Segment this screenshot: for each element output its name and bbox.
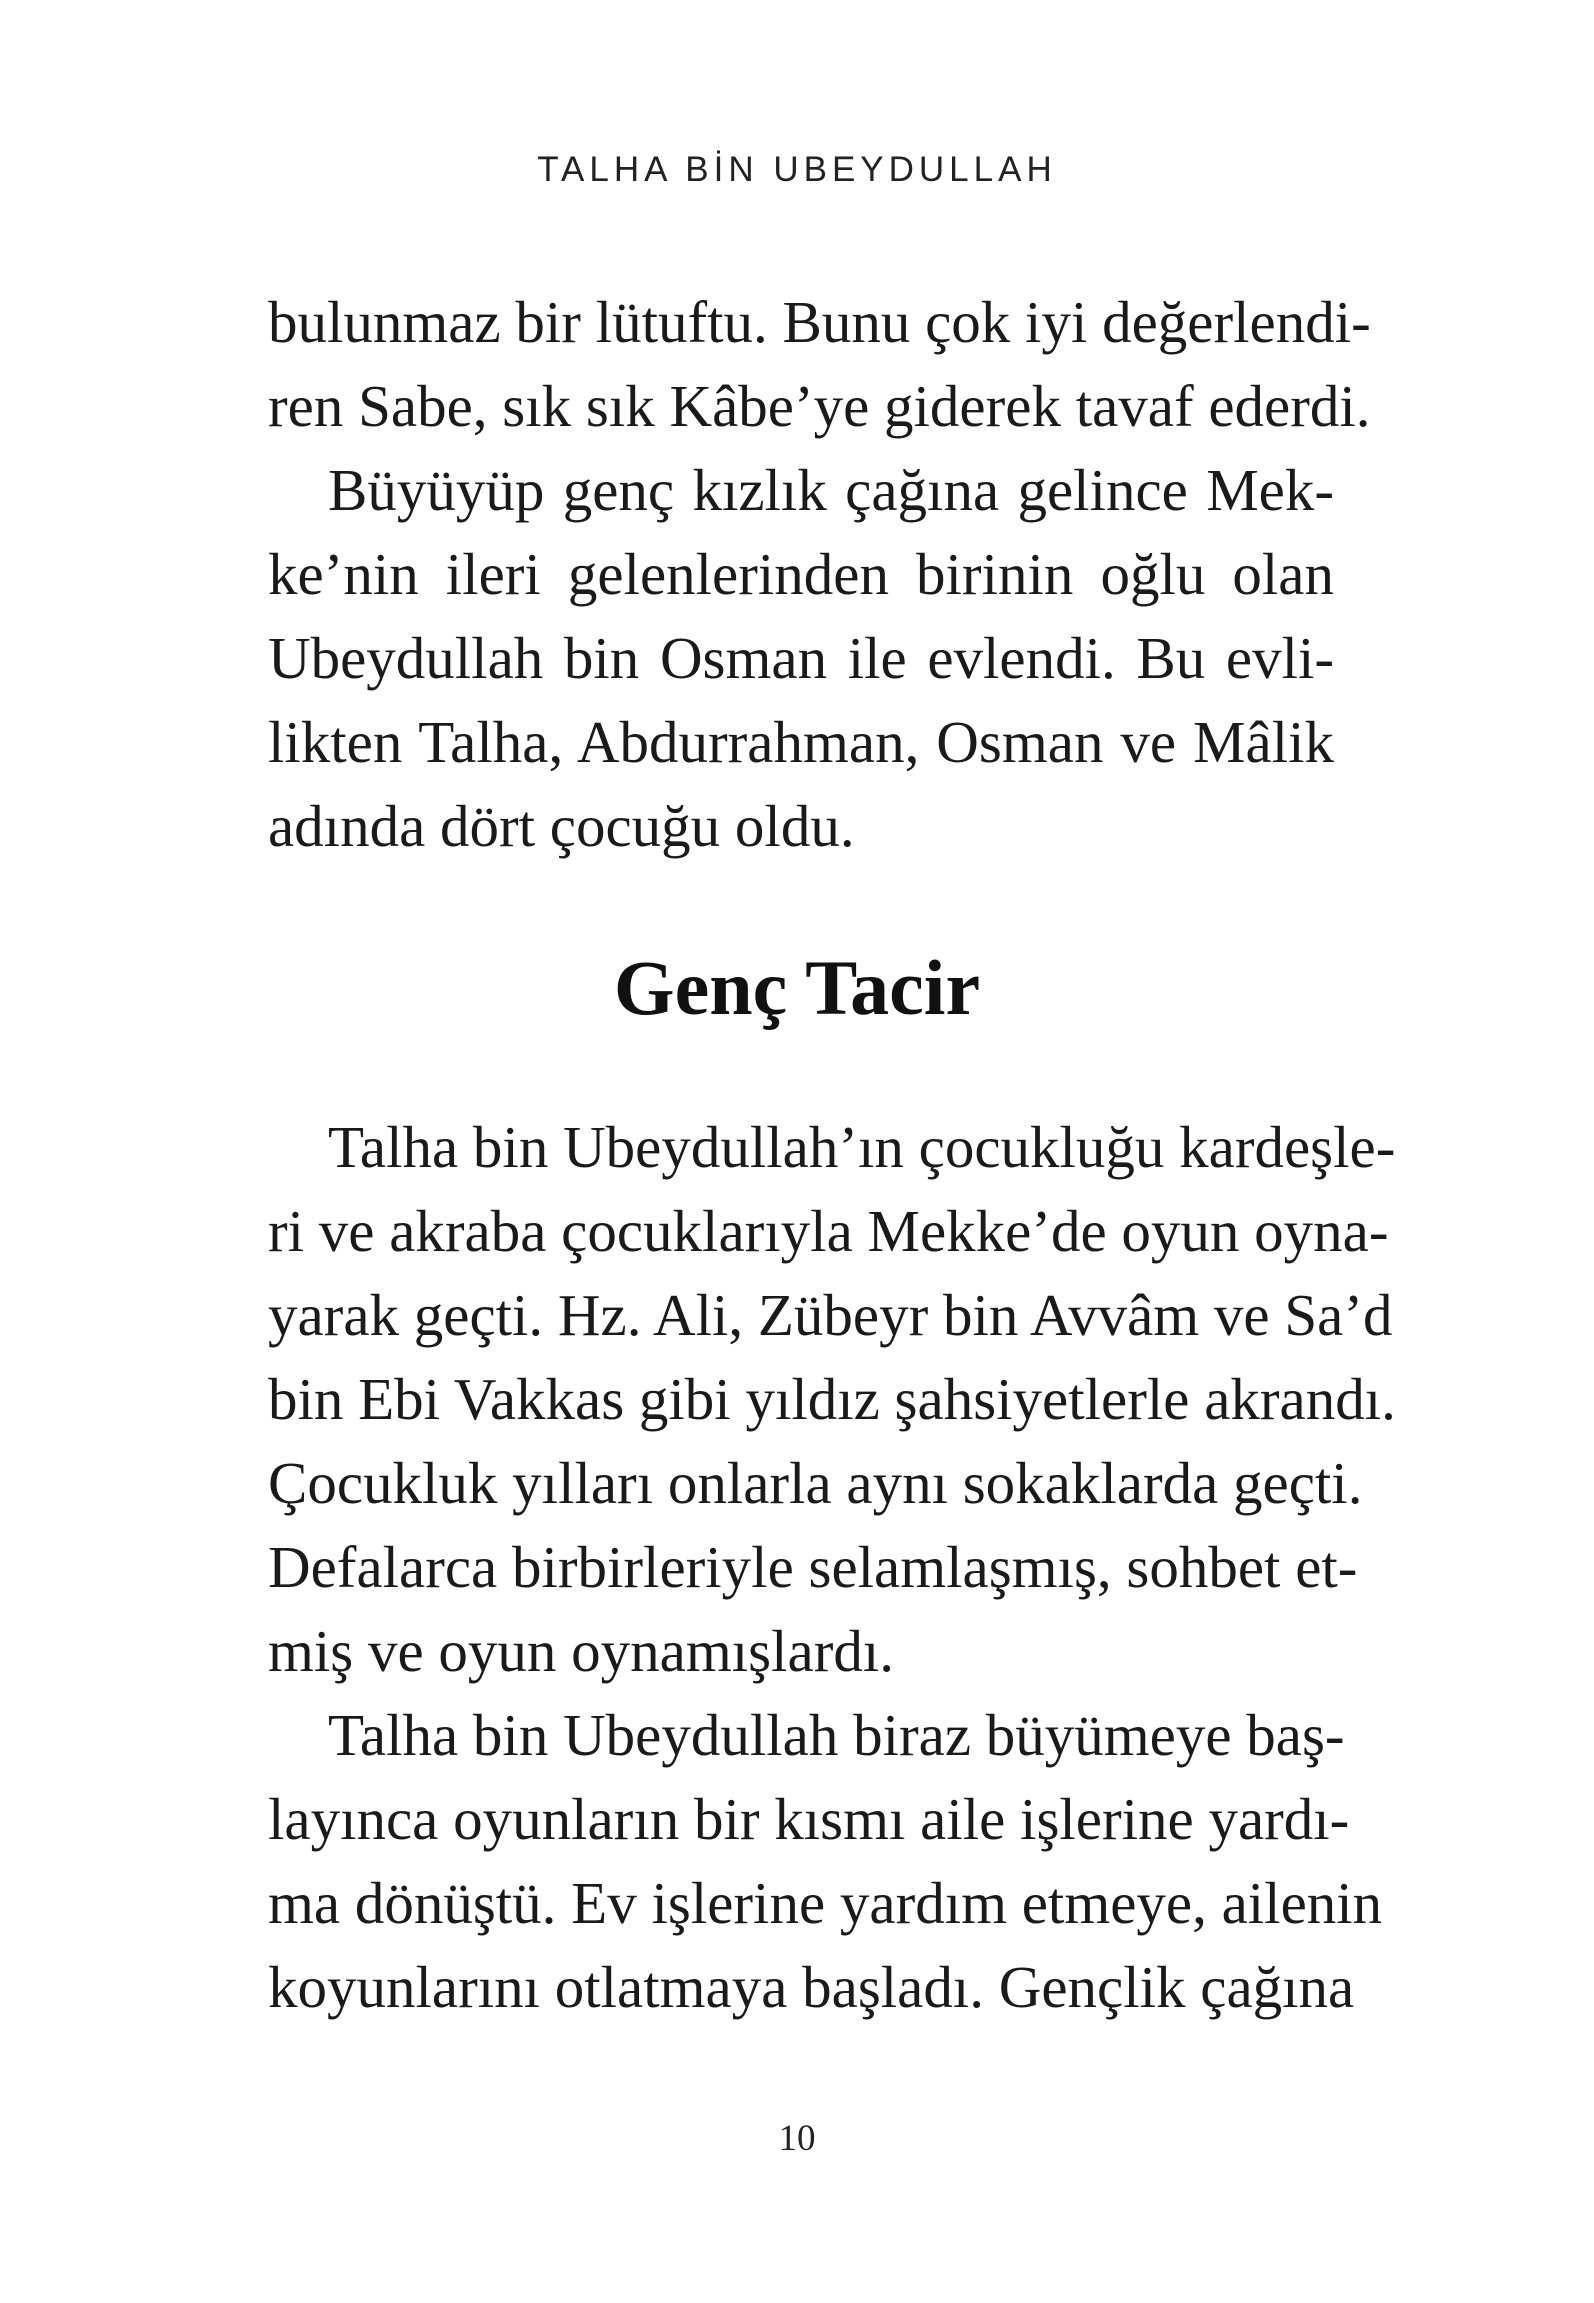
text-line: Talha bin Ubeydullah’ın çocukluğu kardeşle- bbox=[328, 1114, 1396, 1180]
text-block-bottom bbox=[268, 1105, 1396, 2029]
text-line: miş ve oyun oynamışlardı. bbox=[268, 1618, 894, 1684]
section-heading: Genç Tacir bbox=[613, 944, 981, 1031]
running-head: TALHA BİN UBEYDULLAH bbox=[537, 150, 1057, 189]
text-line: Talha bin Ubeydullah biraz büyümeye baş- bbox=[328, 1702, 1345, 1768]
text-line: yarak geçti. Hz. Ali, Zübeyr bin Avvâm ve Sa’d bbox=[268, 1282, 1393, 1348]
page-number: 10 bbox=[778, 2118, 816, 2159]
text-line: likten Talha, Abdurrahman, Osman ve Mâlik bbox=[268, 709, 1334, 775]
text-line: Defalarca birbirleriyle selamlaşmış, sohbet et- bbox=[268, 1534, 1358, 1600]
text-line: bin Ebi Vakkas gibi yıldız şahsiyetlerle akrandı. bbox=[268, 1366, 1396, 1432]
text-line: ri ve akraba çocuklarıyla Mekke’de oyun oyna- bbox=[268, 1198, 1389, 1264]
text-line: adında dört çocuğu oldu. bbox=[268, 793, 855, 859]
text-block-top bbox=[268, 280, 1371, 868]
text-line: ke’nin ileri gelenlerinden birinin oğlu olan bbox=[268, 541, 1334, 607]
text-line: Çocukluk yılları onlarla aynı sokaklarda geçti. bbox=[268, 1450, 1363, 1516]
text-line: layınca oyunların bir kısmı aile işlerine yardı- bbox=[268, 1786, 1350, 1852]
text-line: ma dönüştü. Ev işlerine yardım etmeye, ailenin bbox=[268, 1870, 1383, 1936]
text-line: bulunmaz bir lütuftu. Bunu çok iyi değerlendi- bbox=[268, 289, 1371, 355]
text-line: Büyüyüp genç kızlık çağına gelince Mek- bbox=[328, 457, 1334, 523]
text-line: koyunlarını otlatmaya başladı. Gençlik çağına bbox=[268, 1954, 1355, 2020]
text-line: Ubeydullah bin Osman ile evlendi. Bu evli- bbox=[268, 625, 1334, 691]
text-line: ren Sabe, sık sık Kâbe’ye giderek tavaf ederdi. bbox=[268, 373, 1371, 439]
